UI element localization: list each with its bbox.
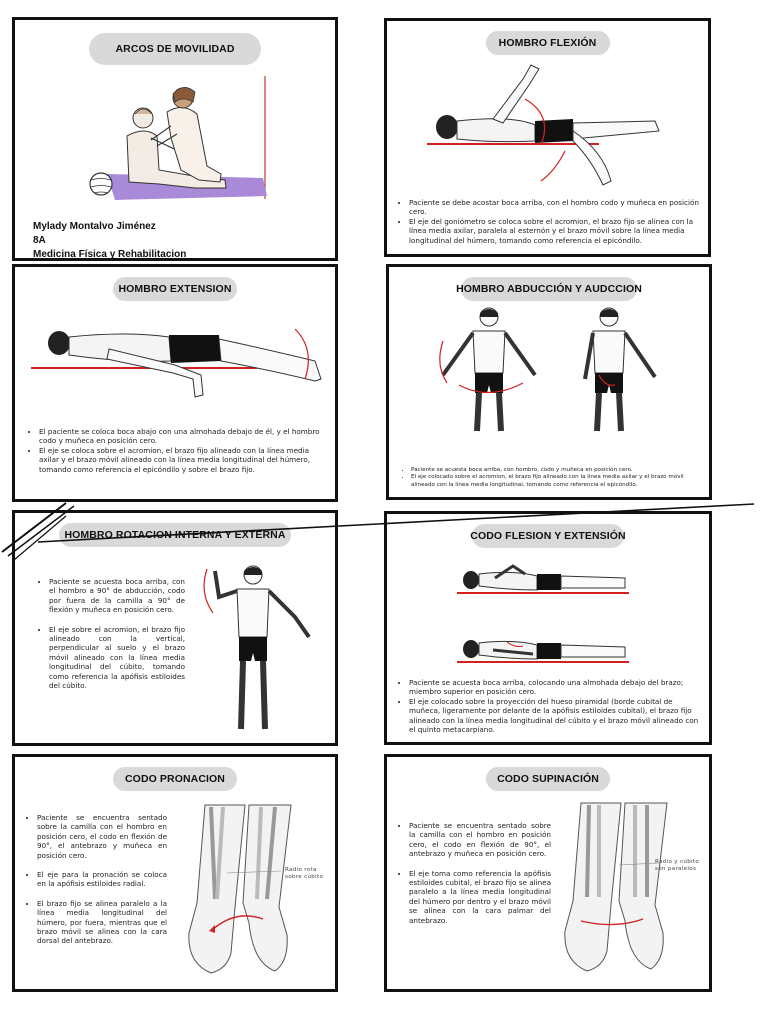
instructions [23,813,167,946]
instructions [395,198,701,245]
shoulder-rotation-illustration [201,563,321,739]
card-hombro-extension [12,264,338,502]
shoulder-extension-illustration [25,319,335,409]
author-block [33,220,186,261]
instruction-item: • El eje sobre el acromion, el brazo fijo alineado con la vertical, perpendicular al suelo y el brazo móvil alineado con la línea media longitudinal del cúbito, tomando como referencia la apófisis estiloides del cúbito. [49,625,185,691]
annotation-line-1: Radio y cúbito [655,859,700,865]
card-codo-flexion [384,511,712,745]
forearm-pronation-illustration [183,803,293,979]
instruction-item: • El paciente se coloca boca abajo con una almohada debajo de él, y el hombro codo y muñeca en posición cero. [39,427,331,446]
therapy-illustration [85,74,275,214]
instruction-item: • Paciente se acuesta boca arriba, con el hombro a 90° de abducción, codo por fuera de la camilla a 90° de flexión y muñeca en posición cero. [49,577,185,615]
card-codo-supinacion [384,754,712,992]
card-title: HOMBRO FLEXIÓN [486,31,610,55]
card-title: HOMBRO EXTENSION [113,277,237,301]
forearm-supination-illustration [559,801,669,977]
card-title: ARCOS DE MOVILIDAD [89,33,261,65]
instruction-item: • El eje para la pronación se coloca en la apófisis estiloides radial. [37,870,167,889]
shoulder-abduction-illustration [429,305,679,435]
instructions [25,427,331,474]
author-program: Medicina Física y Rehabilitacion [33,249,187,260]
card-title: HOMBRO ABDUCCIÓN Y AUDCCION [461,277,637,301]
instruction-item: • El eje colocado sobre la proyección del hueso piramidal (borde cubital de muñeca, ligeramente por delante de la apófisis estiloides cubital), el brazo fijo alineado con la línea media longitudinal del cúbito y el brazo móvil alineado con el quinto metacarpiano. [409,697,703,735]
annotation-line-1: Radio rota [285,867,317,873]
annotation-line-2: sobre cúbito [285,874,324,880]
annotation [285,867,323,881]
card-hombro-abduccion [386,264,712,500]
instruction-item: • Paciente se debe acostar boca arriba, con el hombro codo y muñeca en posición cero. [409,198,701,217]
instruction-item: • Paciente se encuentra sentado sobre la camilla con el hombro en posición cero, el codo en flexión de 90°, el antebrazo y muñeca en posición cero. [409,821,551,859]
card-title: CODO SUPINACIÓN [486,767,610,791]
instructions [395,821,551,925]
instruction-item: • Paciente se acuesta boca arriba, colocando una almohada debajo del brazo; miembro superior en posición cero. [409,678,703,697]
card-codo-pronacion [12,754,338,992]
instruction-item: • El eje colocado sobre el acromion, el brazo fijo alineado con la línea media axilar y el brazo móvil alineado con la línea media longitudinal, tomando como referencia el epicóndilo. [411,474,709,489]
instructions [397,467,709,489]
card-hombro-flexion [384,18,711,257]
instructions [35,577,185,690]
card-arcos-de-movilidad [12,17,338,261]
instruction-item: • El eje del goniómetro se coloca sobre el acromion, el brazo fijo se alinea con la línea media axilar, paralela al esternón y el brazo móvil sobre la línea media longitudinal del húmero, tomando como referencia el epicóndilo. [409,217,701,245]
card-title: HOMBRO ROTACION INTERNA Y EXTERNA [59,523,291,547]
instruction-item: • El brazo fijo se alinea paralelo a la línea media longitudinal del húmero, por fuera, mientras que el brazo móvil se alinea con la cara dorsal del antebrazo. [37,899,167,946]
card-title: CODO PRONACION [113,767,237,791]
elbow-flexion-illustration [453,558,633,670]
instruction-item: • El eje toma como referencia la apófisis estiloides cubital, el brazo fijo se alinea paralelo a la línea media longitudinal del húmero por dentro y el brazo móvil se alinea con la cara palmar del antebrazo. [409,869,551,925]
author-group: 8A [33,235,46,246]
shoulder-flexion-illustration [423,61,693,191]
card-hombro-rotacion [12,510,338,746]
instruction-item: • Paciente se acuesta boca arriba, con hombro, codo y muñeca en posición cero. [411,467,709,474]
card-title: CODO FLESION Y EXTENSIÓN [472,524,624,548]
instructions [395,678,703,734]
author-name: Mylady Montalvo Jiménez [33,221,156,232]
annotation-line-2: son paralelos [655,866,697,872]
instruction-item: • Paciente se encuentra sentado sobre la camilla con el hombro en posición cero, el codo en flexión de 90°, el antebrazo y muñeca en posición cero. [37,813,167,860]
annotation [655,859,699,873]
instruction-item: • El eje se coloca sobre el acromion, el brazo fijo alineado con la línea media axilar y el brazo móvil alineado con la línea media longitudinal del húmero, tomando como referencia el epicóndilo y sobre el brazo fijo. [39,446,331,474]
